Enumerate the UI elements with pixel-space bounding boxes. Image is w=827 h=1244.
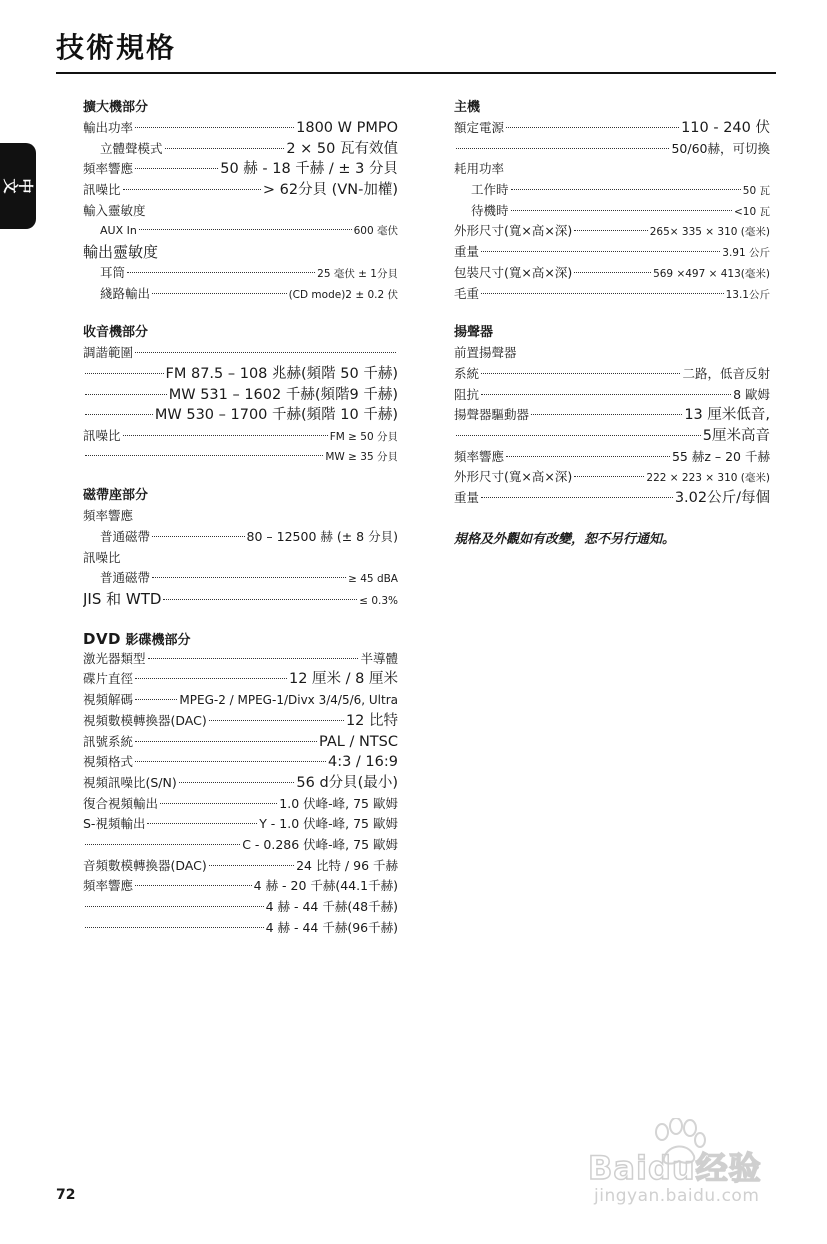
spec-value: ≥ 45 dBA xyxy=(348,573,398,586)
leader-dots xyxy=(506,456,670,457)
leader-dots xyxy=(123,189,261,190)
main-unit-section xyxy=(454,98,770,304)
spec-row xyxy=(83,773,398,794)
spec-value: Y - 1.0 伏峰-峰, 75 歐姆 xyxy=(259,816,398,832)
leader-dots xyxy=(147,823,257,824)
spec-label: 立體聲模式 xyxy=(100,140,163,156)
spec-row xyxy=(454,242,770,263)
spec-label: 待機時 xyxy=(471,202,509,218)
spec-label: 激光器類型 xyxy=(83,650,146,666)
spec-row xyxy=(83,426,398,447)
spec-label: 頻率響應 xyxy=(454,448,505,464)
leader-dots xyxy=(85,394,167,395)
spec-label: S-視頻輸出 xyxy=(83,816,146,832)
spec-value: MW 530 – 1700 千赫(頻階 10 千赫) xyxy=(154,407,398,424)
spec-label: 耗用功率 xyxy=(454,161,505,177)
leader-dots xyxy=(165,148,285,149)
spec-value: 1.0 伏峰-峰, 75 歐姆 xyxy=(279,795,398,811)
dvd-heading-prefix: DVD xyxy=(83,629,122,648)
spec-row xyxy=(454,284,770,305)
spec-row xyxy=(454,180,770,201)
spec-row xyxy=(83,139,398,160)
spec-row xyxy=(454,201,770,222)
tape-section xyxy=(83,486,398,609)
spec-value: 12 厘米 / 8 厘米 xyxy=(289,671,398,688)
spec-label: 輸入靈敏度 xyxy=(83,202,146,218)
spec-row xyxy=(454,159,770,180)
tape-heading: 磁帶座部分 xyxy=(83,488,149,504)
spec-row xyxy=(83,897,398,918)
spec-label: 普通磁帶 xyxy=(100,570,151,586)
spec-value: 265× 335 × 310 (毫米) xyxy=(649,226,770,239)
spec-row xyxy=(454,405,770,426)
spec-label: 頻率響應 xyxy=(83,878,134,894)
spec-value: 12 比特 xyxy=(345,712,398,729)
spec-value: 50 瓦 xyxy=(742,185,770,198)
spec-row xyxy=(454,385,770,406)
spec-row xyxy=(454,467,770,488)
leader-dots xyxy=(85,414,153,415)
leader-dots xyxy=(85,373,164,374)
spec-row xyxy=(83,221,398,242)
leader-dots xyxy=(209,720,344,721)
spec-label: 耳筒 xyxy=(100,264,126,280)
leader-dots xyxy=(152,577,346,578)
spec-label: 外形尺寸(寬×高×深) xyxy=(454,469,573,485)
leader-dots xyxy=(135,761,326,762)
spec-label: 重量 xyxy=(454,490,480,505)
spec-label: 綫路輸出 xyxy=(100,285,151,301)
dvd-section xyxy=(83,629,398,939)
spec-row xyxy=(83,242,398,263)
spec-value: 5厘米高音 xyxy=(702,427,770,444)
leader-dots xyxy=(456,148,669,149)
spec-row xyxy=(83,506,398,527)
watermark-url: jingyan.baidu.com xyxy=(594,1186,760,1206)
spec-value: 4:3 / 16:9 xyxy=(327,754,398,771)
spec-row xyxy=(83,527,398,548)
leader-dots xyxy=(85,906,264,907)
spec-row xyxy=(454,447,770,468)
spec-row xyxy=(454,364,770,385)
leader-dots xyxy=(481,394,731,395)
spec-label: 工作時 xyxy=(471,182,509,198)
spec-row xyxy=(83,794,398,815)
spec-label: 訊噪比 xyxy=(83,549,121,565)
spec-label: 普通磁帶 xyxy=(100,529,151,544)
spec-row xyxy=(83,180,398,201)
leader-dots xyxy=(511,189,741,190)
spec-value: 4 赫 - 44 千赫(96千赫) xyxy=(265,919,398,935)
spec-value: (CD mode)2 ± 0.2 伏 xyxy=(288,288,398,301)
spec-row xyxy=(83,649,398,670)
leader-dots xyxy=(456,435,701,436)
page-number: 72 xyxy=(56,1187,76,1203)
leader-dots xyxy=(160,803,277,804)
spec-label: 輸出功率 xyxy=(83,120,134,135)
spec-label: 視頻數模轉換器(DAC) xyxy=(83,712,207,728)
spec-row xyxy=(83,364,398,385)
spec-value: 55 赫z – 20 千赫 xyxy=(671,448,770,464)
spec-label: 訊號系統 xyxy=(83,733,134,749)
spec-value: > 62分貝 (VN-加權) xyxy=(262,182,398,199)
spec-row xyxy=(454,118,770,139)
spec-label: AUX In xyxy=(100,224,137,238)
leader-dots xyxy=(135,127,294,128)
leader-dots xyxy=(127,272,315,273)
spec-value: 3.91 公斤 xyxy=(722,247,770,260)
spec-row xyxy=(454,426,770,447)
right-column xyxy=(454,98,770,547)
leader-dots xyxy=(511,210,732,211)
spec-value: 3.02公斤/每個 xyxy=(674,490,770,506)
leader-dots xyxy=(481,293,724,294)
spec-label: 音頻數模轉換器(DAC) xyxy=(83,857,207,873)
spec-value: 80 – 12500 赫 (± 8 分貝) xyxy=(246,529,398,544)
spec-row xyxy=(83,405,398,426)
spec-label: 揚聲器驅動器 xyxy=(454,407,530,423)
spec-value: MPEG-2 / MPEG-1/Divx 3/4/5/6, Ultra xyxy=(179,693,398,708)
spec-value: FM 87.5 – 108 兆赫(頻階 50 千赫) xyxy=(165,365,398,382)
watermark-brand: Baidu经验 xyxy=(588,1149,762,1187)
spec-label: 碟片直徑 xyxy=(83,671,134,687)
spec-value: 50 赫 - 18 千赫 / ± 3 分貝 xyxy=(220,161,398,178)
spec-row xyxy=(83,201,398,222)
leader-dots xyxy=(135,168,218,169)
spec-label: JIS 和 WTD xyxy=(83,590,162,609)
spec-value: 二路，低音反射 xyxy=(682,365,770,381)
spec-label: 復合視頻輸出 xyxy=(83,795,159,811)
spec-value: 4 赫 - 20 千赫(44.1千赫) xyxy=(253,878,398,894)
spec-row xyxy=(83,159,398,180)
leader-dots xyxy=(85,844,240,845)
amplifier-section xyxy=(83,98,398,304)
spec-value: 24 比特 / 96 千赫 xyxy=(296,857,398,873)
dvd-heading-text: 影碟機部分 xyxy=(125,632,191,648)
page-title: 技術規格 xyxy=(56,31,177,64)
spec-row xyxy=(83,548,398,569)
spec-label: 額定電源 xyxy=(454,120,505,135)
spec-row xyxy=(454,263,770,284)
spec-value: <10 瓦 xyxy=(734,205,770,218)
leader-dots xyxy=(85,455,323,456)
spec-label: 系統 xyxy=(454,365,480,381)
leader-dots xyxy=(152,536,245,537)
spec-row xyxy=(83,447,398,468)
leader-dots xyxy=(152,293,287,294)
spec-label: 訊噪比 xyxy=(83,182,121,198)
spec-row xyxy=(83,118,398,139)
spec-value: 56 d分貝(最小) xyxy=(296,774,398,791)
change-notice: 規格及外觀如有改變，恕不另行通知。 xyxy=(454,531,676,547)
spec-row xyxy=(83,589,398,610)
spec-row xyxy=(83,385,398,406)
leader-dots xyxy=(506,127,679,128)
spec-label: 阻抗 xyxy=(454,386,480,402)
spec-row xyxy=(83,669,398,690)
spec-row xyxy=(454,488,770,509)
leader-dots xyxy=(209,865,294,866)
spec-row xyxy=(454,343,770,364)
spec-value: 569 ×497 × 413(毫米) xyxy=(653,267,770,280)
spec-row xyxy=(83,732,398,753)
leader-dots xyxy=(135,699,177,700)
leader-dots xyxy=(531,414,682,415)
spec-value: 13 厘米低音, xyxy=(684,407,770,424)
spec-row xyxy=(454,221,770,242)
spec-row xyxy=(83,876,398,897)
leader-dots xyxy=(481,497,673,498)
spec-value: 50/60赫，可切換 xyxy=(671,140,770,156)
spec-value: 13.1公斤 xyxy=(725,288,770,301)
leader-dots xyxy=(139,229,352,230)
tuner-section xyxy=(83,323,398,467)
spec-label: 頻率響應 xyxy=(83,508,134,524)
spec-label: 頻率響應 xyxy=(83,161,134,177)
leader-dots xyxy=(148,658,359,659)
leader-dots xyxy=(135,741,317,742)
spec-value: FM ≥ 50 分貝 xyxy=(329,430,398,443)
dvd-heading xyxy=(83,629,398,649)
spec-label: 外形尺寸(寬×高×深) xyxy=(454,223,573,239)
spec-value: MW ≥ 35 分貝 xyxy=(325,450,398,463)
spec-value: 1800 W PMPO xyxy=(296,120,398,136)
leader-dots xyxy=(574,272,651,273)
leader-dots xyxy=(123,435,328,436)
spec-value: MW 531 – 1602 千赫(頻階9 千赫) xyxy=(168,386,398,403)
leader-dots xyxy=(179,782,295,783)
spec-label: 視頻訊噪比(S/N) xyxy=(83,774,177,790)
leader-dots xyxy=(163,599,357,600)
spec-value: 110 - 240 伏 xyxy=(681,120,770,136)
leader-dots xyxy=(85,927,264,928)
spec-value: 2 × 50 瓦有效值 xyxy=(286,140,398,157)
spec-value: 4 赫 - 44 千赫(48千赫) xyxy=(265,899,398,914)
left-column xyxy=(83,98,398,957)
speaker-section xyxy=(454,323,770,509)
leader-dots xyxy=(574,230,648,231)
speaker-heading: 揚聲器 xyxy=(454,325,494,341)
leader-dots xyxy=(135,352,396,353)
spec-value: ≤ 0.3% xyxy=(359,595,398,608)
spec-row xyxy=(83,918,398,939)
spec-label: 調諧範圍 xyxy=(83,345,134,361)
spec-row xyxy=(83,814,398,835)
spec-row xyxy=(454,139,770,160)
spec-row xyxy=(83,752,398,773)
spec-row xyxy=(83,343,398,364)
leader-dots xyxy=(574,476,644,477)
amplifier-heading: 擴大機部分 xyxy=(83,100,149,115)
title-rule xyxy=(56,72,776,74)
spec-label: 包裝尺寸(寬×高×深) xyxy=(454,264,573,280)
spec-row xyxy=(83,568,398,589)
spec-label: 重量 xyxy=(454,244,480,260)
spec-row xyxy=(83,690,398,711)
spec-value: 222 × 223 × 310 (毫米) xyxy=(646,472,770,485)
spec-label: 訊噪比 xyxy=(83,427,121,443)
leader-dots xyxy=(135,885,252,886)
spec-value: 600 毫伏 xyxy=(353,225,398,238)
spec-row xyxy=(83,711,398,732)
language-tab xyxy=(0,143,36,229)
tuner-heading: 收音機部分 xyxy=(83,325,149,341)
spec-value: 8 歐姆 xyxy=(733,386,770,402)
spec-label: 前置揚聲器 xyxy=(454,345,517,361)
spec-value: 半導體 xyxy=(360,650,398,666)
spec-row xyxy=(83,856,398,877)
leader-dots xyxy=(481,373,680,374)
spec-row xyxy=(83,263,398,284)
spec-row xyxy=(83,284,398,305)
spec-label: 輸出靈敏度 xyxy=(83,243,159,262)
spec-label: 毛重 xyxy=(454,285,480,301)
language-tab-label: 中文 xyxy=(3,176,33,195)
spec-label: 視頻解碼 xyxy=(83,692,134,708)
spec-label: 視頻格式 xyxy=(83,754,134,770)
spec-value: 25 毫伏 ± 1分貝 xyxy=(317,267,398,280)
spec-value: C - 0.286 伏峰-峰, 75 歐姆 xyxy=(242,836,398,852)
spec-value: PAL / NTSC xyxy=(319,733,398,750)
spec-row xyxy=(83,835,398,856)
leader-dots xyxy=(481,251,720,252)
main-unit-heading: 主機 xyxy=(454,100,481,115)
leader-dots xyxy=(135,678,287,679)
